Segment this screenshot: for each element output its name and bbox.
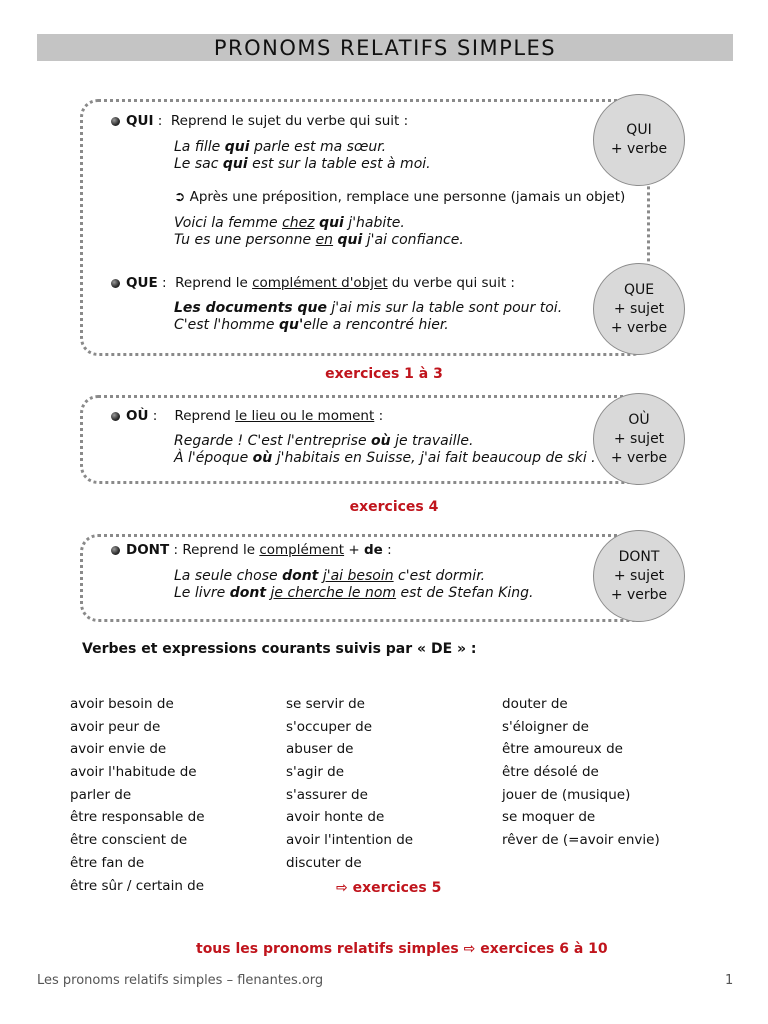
qui-example-4: Tu es une personne en qui j'ai confiance. <box>174 232 464 248</box>
verbs-heading: Verbes et expressions courants suivis par « DE » : <box>82 641 477 657</box>
qui-example-1: La fille qui parle est ma sœur. <box>174 139 387 155</box>
dont-example-2: Le livre dont je cherche le nom est de Stefan King. <box>174 585 534 601</box>
arrow-right-icon: ⇨ <box>336 880 348 896</box>
verb-item: être désolé de <box>502 764 599 780</box>
verb-item: avoir peur de <box>70 719 161 735</box>
verb-item: rêver de (=avoir envie) <box>502 832 660 848</box>
dont-summary-circle: DONT + sujet + verbe <box>593 530 685 622</box>
verb-item: être fan de <box>70 855 145 871</box>
qui-definition: QUI : Reprend le sujet du verbe qui suit : <box>126 113 409 129</box>
que-summary-circle: QUE + sujet + verbe <box>593 263 685 355</box>
dont-term: DONT <box>126 542 170 558</box>
bullet-icon <box>111 279 120 288</box>
verb-item: avoir besoin de <box>70 696 174 712</box>
qui-example-3: Voici la femme chez qui j'habite. <box>174 215 405 231</box>
verb-item: discuter de <box>286 855 362 871</box>
page-number: 1 <box>725 973 734 988</box>
verb-item: être amoureux de <box>502 741 623 757</box>
ou-example-1: Regarde ! C'est l'entreprise où je travaille. <box>174 433 474 449</box>
verb-item: s'éloigner de <box>502 719 589 735</box>
dont-example-1: La seule chose dont j'ai besoin c'est dormir. <box>174 568 486 584</box>
verb-item: s'assurer de <box>286 787 368 803</box>
arrow-icon: ➲ <box>174 189 186 205</box>
verb-item: s'occuper de <box>286 719 372 735</box>
qui-preposition-note: ➲ Après une préposition, remplace une personne (jamais un objet) <box>174 189 626 205</box>
verb-item: avoir honte de <box>286 809 385 825</box>
ou-summary-circle: OÙ + sujet + verbe <box>593 393 685 485</box>
qui-example-2: Le sac qui est sur la table est à moi. <box>174 156 431 172</box>
verb-item: parler de <box>70 787 132 803</box>
page-title: PRONOMS RELATIFS SIMPLES <box>37 34 733 61</box>
que-term: QUE <box>126 275 158 291</box>
arrow-right-icon: ⇨ <box>463 941 476 957</box>
ou-definition: OÙ : Reprend le lieu ou le moment : <box>126 408 384 424</box>
footer-source: Les pronoms relatifs simples – flenantes.org <box>37 973 324 988</box>
verb-item: se moquer de <box>502 809 596 825</box>
exercises-4-link[interactable]: exercices 4 <box>349 499 439 515</box>
verb-item: avoir envie de <box>70 741 167 757</box>
qui-summary-circle: QUI + verbe <box>593 94 685 186</box>
qui-term: QUI <box>126 113 154 129</box>
verb-item: être sûr / certain de <box>70 878 205 894</box>
ou-term: OÙ <box>126 408 149 424</box>
que-example-2: C'est l'homme qu'elle a rencontré hier. <box>174 317 449 333</box>
que-definition: QUE : Reprend le complément d'objet du verbe qui suit : <box>126 275 515 291</box>
exercises-6-10-link[interactable]: tous les pronoms relatifs simples ⇨ exercices 6 à 10 <box>196 941 608 957</box>
verb-item: douter de <box>502 696 568 712</box>
bullet-icon <box>111 117 120 126</box>
que-example-1: Les documents que j'ai mis sur la table sont pour toi. <box>174 300 563 316</box>
verb-item: être responsable de <box>70 809 205 825</box>
ou-example-2: À l'époque où j'habitais en Suisse, j'ai fait beaucoup de ski . <box>174 450 596 466</box>
verb-item: avoir l'intention de <box>286 832 414 848</box>
verb-item: abuser de <box>286 741 354 757</box>
verb-item: être conscient de <box>70 832 188 848</box>
qui-def-text: Reprend le sujet du verbe qui suit : <box>170 113 409 129</box>
bullet-icon <box>111 412 120 421</box>
verb-item: se servir de <box>286 696 365 712</box>
bullet-icon <box>111 546 120 555</box>
verb-item: jouer de (musique) <box>502 787 631 803</box>
verb-item: s'agir de <box>286 764 345 780</box>
verb-item: avoir l'habitude de <box>70 764 197 780</box>
dont-definition: DONT : Reprend le complément + de : <box>126 542 392 558</box>
exercises-1-3-link[interactable]: exercices 1 à 3 <box>325 366 443 382</box>
exercises-5-link[interactable]: ⇨ exercices 5 <box>336 880 442 896</box>
